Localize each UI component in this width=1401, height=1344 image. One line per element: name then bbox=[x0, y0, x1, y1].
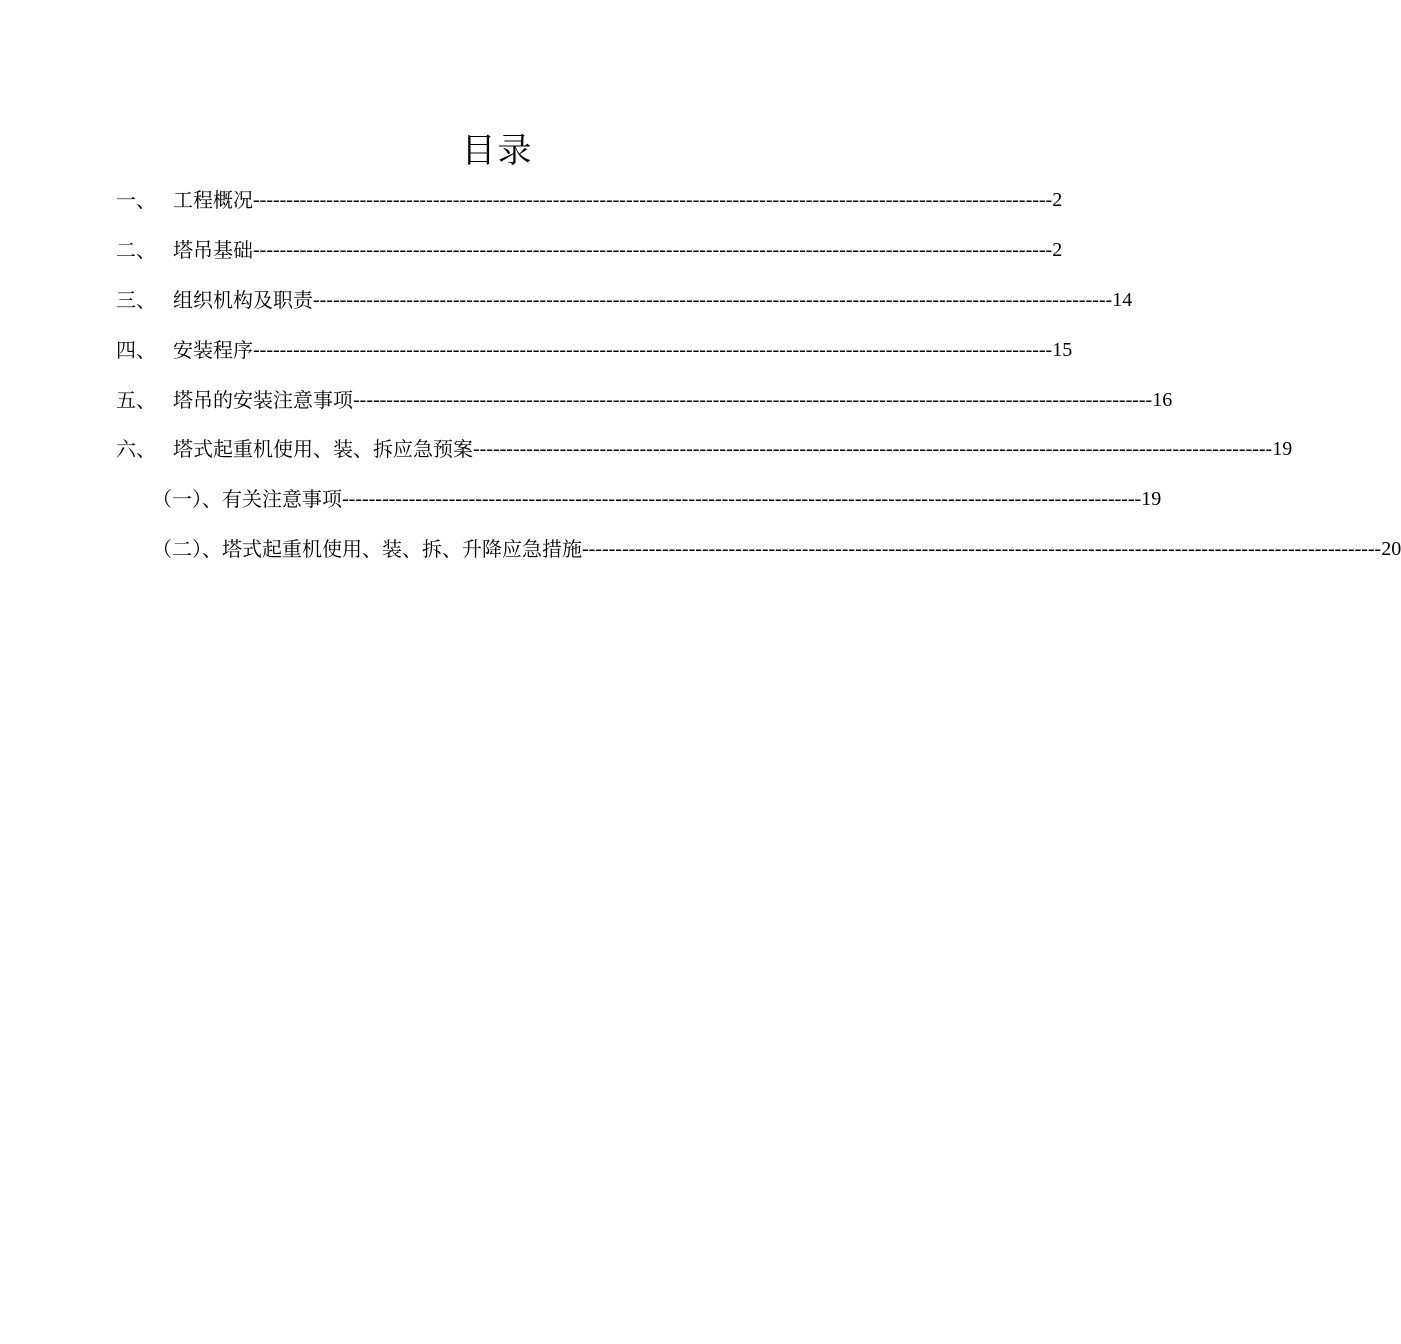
toc-entry-3[interactable] bbox=[116, 285, 1133, 315]
toc-leader: ------------------------------------------------------------------------------------------------------------------------ bbox=[253, 239, 1053, 261]
toc-leader: ------------------------------------------------------------------------------------------------------------------------ bbox=[313, 289, 1113, 311]
toc-entry-number: 六、 bbox=[116, 437, 156, 461]
toc-entry-2[interactable] bbox=[116, 235, 1063, 265]
toc-title: 目录 bbox=[461, 131, 534, 171]
toc-entry-label: 塔吊的安装注意事项 bbox=[173, 388, 353, 412]
toc-entry-label: 安装程序 bbox=[173, 338, 253, 362]
toc-leader: ------------------------------------------------------------------------------------------------------------------------ bbox=[473, 438, 1273, 460]
toc-leader: ------------------------------------------------------------------------------------------------------------------------ bbox=[253, 189, 1053, 211]
toc-page-number: 15 bbox=[1052, 339, 1073, 361]
toc-page-number: 19 bbox=[1141, 488, 1162, 510]
toc-entry-number: 四、 bbox=[116, 338, 156, 362]
toc-entry-label: 塔吊基础 bbox=[173, 238, 253, 262]
toc-leader: ------------------------------------------------------------------------------------------------------------------------ bbox=[253, 339, 1053, 361]
toc-entry-number: 一、 bbox=[116, 188, 156, 212]
toc-leader: ------------------------------------------------------------------------------------------------------------------------ bbox=[353, 389, 1153, 411]
toc-page-number: 2 bbox=[1052, 189, 1063, 211]
toc-page-number: 2 bbox=[1052, 239, 1063, 261]
toc-page-number: 16 bbox=[1152, 389, 1173, 411]
toc-entry-label: 工程概况 bbox=[173, 188, 253, 212]
toc-subentry-1[interactable] bbox=[152, 484, 1162, 514]
toc-leader: ------------------------------------------------------------------------------------------------------------------------ bbox=[342, 488, 1142, 510]
toc-page-number: 20 bbox=[1381, 538, 1401, 560]
toc-entry-4[interactable] bbox=[116, 335, 1073, 365]
toc-entry-number: 五、 bbox=[116, 388, 156, 412]
toc-subentry-2[interactable] bbox=[152, 534, 1401, 564]
toc-entry-label: （二）、塔式起重机使用、装、拆、升降应急措施 bbox=[152, 537, 582, 561]
toc-page-number: 14 bbox=[1112, 289, 1133, 311]
toc-entry-number: 二、 bbox=[116, 238, 156, 262]
toc-page-number: 19 bbox=[1272, 438, 1293, 460]
toc-entry-label: （一）、有关注意事项 bbox=[152, 487, 342, 511]
toc-entry-5[interactable] bbox=[116, 385, 1173, 415]
toc-entry-1[interactable] bbox=[116, 185, 1063, 215]
toc-entry-label: 塔式起重机使用、装、拆应急预案 bbox=[173, 437, 473, 461]
toc-entry-label: 组织机构及职责 bbox=[173, 288, 313, 312]
toc-entry-6[interactable] bbox=[116, 434, 1293, 464]
toc-entry-number: 三、 bbox=[116, 288, 156, 312]
toc-leader: ------------------------------------------------------------------------------------------------------------------------ bbox=[582, 538, 1382, 560]
